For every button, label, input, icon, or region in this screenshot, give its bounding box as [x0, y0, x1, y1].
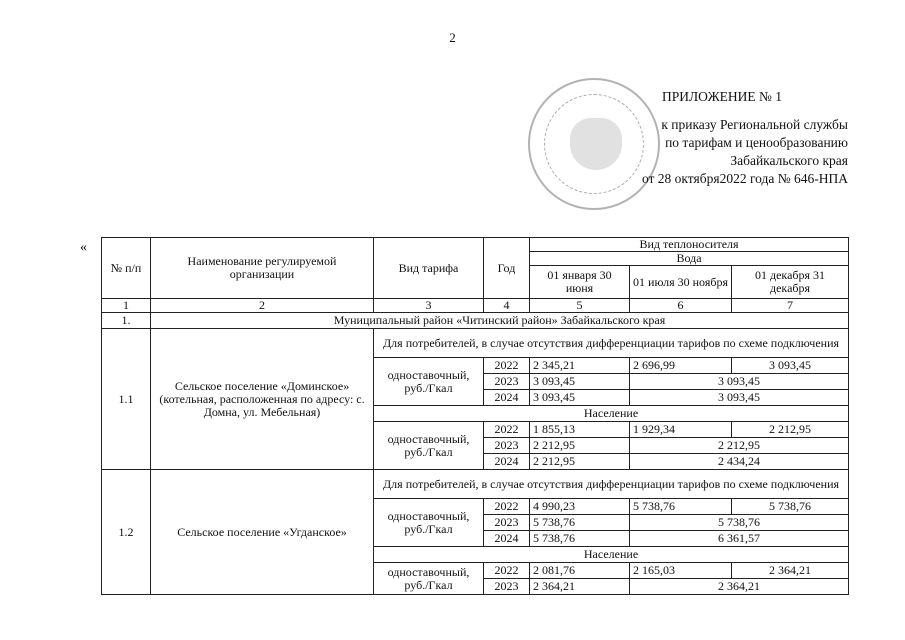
value-cell: 2 345,21 [530, 358, 630, 374]
value-cell: 5 738,76 [530, 531, 630, 547]
org-num: 1.1 [102, 329, 151, 470]
value-cell: 2 165,03 [630, 563, 732, 579]
org-num: 1.2 [102, 470, 151, 595]
year-cell: 2022 [484, 422, 530, 438]
value-cell: 2 212,95 [530, 454, 630, 470]
value-cell: 2 434,24 [630, 454, 849, 470]
appendix-line: Забайкальского края [730, 153, 848, 168]
header-org: Наименование регулируемой организации [151, 238, 374, 299]
value-cell: 5 738,76 [530, 515, 630, 531]
value-cell: 1 929,34 [630, 422, 732, 438]
index-cell: 4 [484, 299, 530, 313]
header-num: № п/п [102, 238, 151, 299]
header-year: Год [484, 238, 530, 299]
appendix-line: к приказу Региональной службы [661, 117, 848, 132]
org-name: Сельское поселение «Доминское» (котельная, расположенная по адресу: с. Домна, ул. Мебельная) [151, 329, 374, 470]
year-cell: 2022 [484, 358, 530, 374]
group-label: Население [374, 406, 849, 422]
value-cell: 2 696,99 [630, 358, 732, 374]
value-cell: 2 212,95 [630, 438, 849, 454]
value-cell: 6 361,57 [630, 531, 849, 547]
org-name: Сельское поселение «Угданское» [151, 470, 374, 595]
value-cell: 3 093,45 [630, 374, 849, 390]
tariff-table [101, 237, 849, 595]
value-cell: 4 990,23 [530, 499, 630, 515]
value-cell: 2 364,21 [530, 579, 630, 595]
year-cell: 2023 [484, 374, 530, 390]
appendix-header [600, 88, 860, 188]
header-period: 01 января 30 июня [530, 266, 630, 299]
index-cell: 6 [630, 299, 732, 313]
year-cell: 2023 [484, 515, 530, 531]
value-cell: 2 081,76 [530, 563, 630, 579]
year-cell: 2022 [484, 499, 530, 515]
tariff-type: одноставочный, руб./Гкал [374, 563, 484, 595]
index-cell: 5 [530, 299, 630, 313]
year-cell: 2024 [484, 390, 530, 406]
opening-quote: « [80, 240, 87, 255]
value-cell: 2 364,21 [630, 579, 849, 595]
group-label: Для потребителей, в случае отсутствия дифференциации тарифов по схеме подключения [374, 470, 849, 499]
value-cell: 2 364,21 [732, 563, 849, 579]
year-cell: 2024 [484, 531, 530, 547]
header-period: 01 июля 30 ноября [630, 266, 732, 299]
index-cell: 2 [151, 299, 374, 313]
appendix-line: от 28 октября2022 года № 646-НПА [641, 171, 848, 186]
district-name: Муниципальный район «Читинский район» Забайкальского края [151, 313, 849, 329]
tariff-type: одноставочный, руб./Гкал [374, 499, 484, 547]
year-cell: 2024 [484, 454, 530, 470]
value-cell: 5 738,76 [732, 499, 849, 515]
header-carrier: Вид теплоносителя [530, 238, 849, 252]
appendix-title: ПРИЛОЖЕНИЕ № 1 [662, 89, 783, 104]
year-cell: 2023 [484, 438, 530, 454]
header-water: Вода [530, 252, 849, 266]
year-cell: 2022 [484, 563, 530, 579]
header-tariff: Вид тарифа [374, 238, 484, 299]
value-cell: 3 093,45 [732, 358, 849, 374]
value-cell: 3 093,45 [530, 374, 630, 390]
index-cell: 3 [374, 299, 484, 313]
value-cell: 5 738,76 [630, 499, 732, 515]
tariff-type: одноставочный, руб./Гкал [374, 358, 484, 406]
value-cell: 5 738,76 [630, 515, 849, 531]
page-number: 2 [449, 30, 456, 45]
index-cell: 7 [732, 299, 849, 313]
value-cell: 2 212,95 [530, 438, 630, 454]
value-cell: 1 855,13 [530, 422, 630, 438]
district-num: 1. [102, 313, 151, 329]
value-cell: 2 212,95 [732, 422, 849, 438]
group-label: Население [374, 547, 849, 563]
index-cell: 1 [102, 299, 151, 313]
group-label: Для потребителей, в случае отсутствия дифференциации тарифов по схеме подключения [374, 329, 849, 358]
value-cell: 3 093,45 [630, 390, 849, 406]
year-cell: 2023 [484, 579, 530, 595]
appendix-line: по тарифам и ценообразованию [665, 135, 848, 150]
tariff-type: одноставочный, руб./Гкал [374, 422, 484, 470]
value-cell: 3 093,45 [530, 390, 630, 406]
header-period: 01 декабря 31 декабря [732, 266, 849, 299]
